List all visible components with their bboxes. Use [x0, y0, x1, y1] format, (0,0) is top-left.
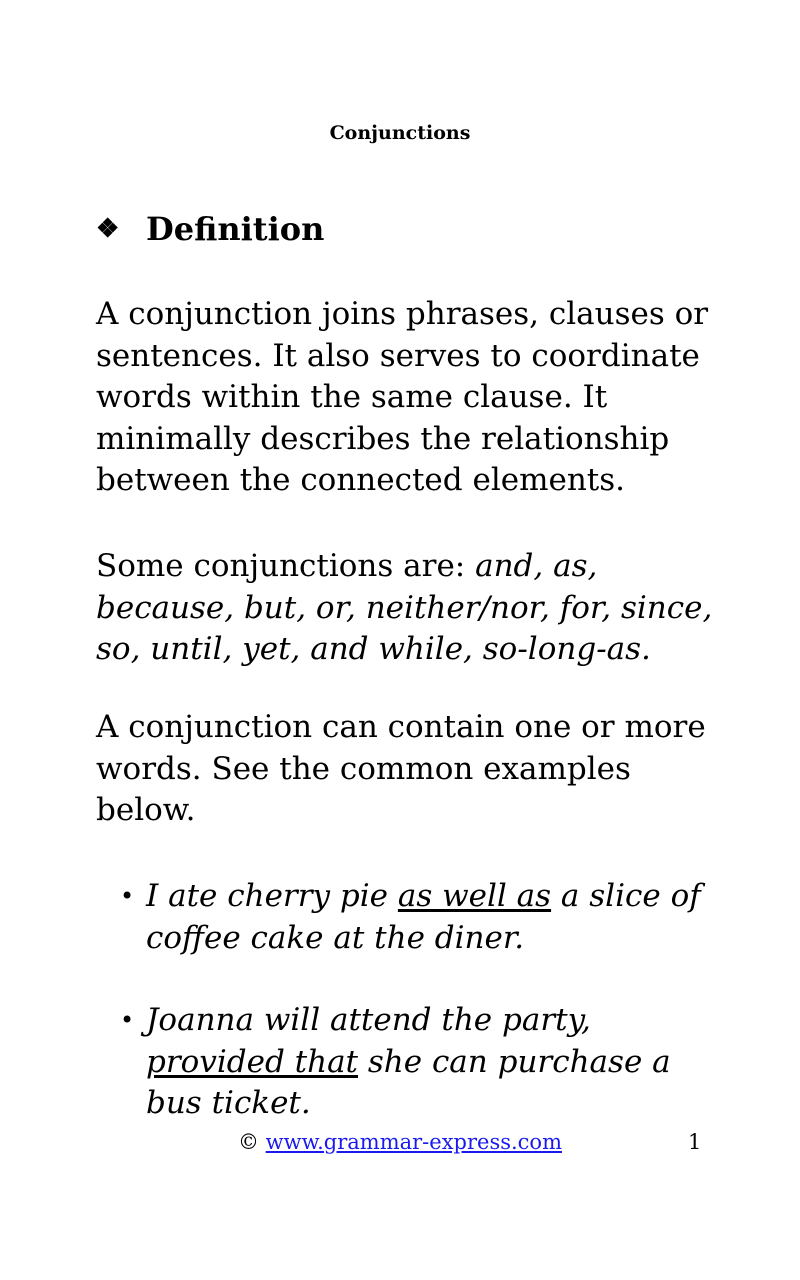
page-number: 1	[688, 1130, 702, 1154]
copyright-symbol: ©	[237, 1130, 259, 1154]
diamond-bullet-icon: ❖	[96, 214, 120, 244]
website-link[interactable]: www.grammar-express.com	[265, 1130, 562, 1154]
example-text-before: Joanna will attend the party,	[146, 1002, 591, 1038]
examples-list-prefix: Some conjunctions are:	[96, 548, 476, 584]
example-text	[146, 876, 710, 959]
example-item-2	[120, 1000, 710, 1125]
multiword-paragraph: A conjunction can contain one or more words. See the common examples below.	[96, 709, 706, 828]
examples-list-paragraph	[96, 546, 716, 671]
example-text-before: I ate cherry pie	[146, 878, 398, 914]
definition-paragraph: A conjunction joins phrases, clauses or sentences. It also serves to coordinate words within the same clause. It minimally describes the relationship between the connected elements.	[96, 296, 709, 498]
example-conjunction: as well as	[397, 878, 552, 914]
example-item-1	[120, 876, 710, 959]
example-conjunction: provided that	[146, 1043, 359, 1080]
example-text	[146, 1000, 710, 1125]
example-text-after: a slice of coffee cake at the diner.	[146, 878, 701, 956]
page-header-title: Conjunctions	[329, 122, 471, 144]
bullet-icon: •	[120, 882, 135, 910]
bullet-icon: •	[120, 1006, 135, 1034]
section-heading	[96, 210, 324, 248]
footer	[0, 1130, 800, 1154]
section-heading-text: Definition	[146, 210, 325, 248]
example-text-after: she can purchase a bus ticket.	[146, 1043, 671, 1121]
conjunction-list: and, as, because, but, or, neither/nor, for, since, so, until, yet, and while, so-long-as.	[96, 548, 713, 667]
